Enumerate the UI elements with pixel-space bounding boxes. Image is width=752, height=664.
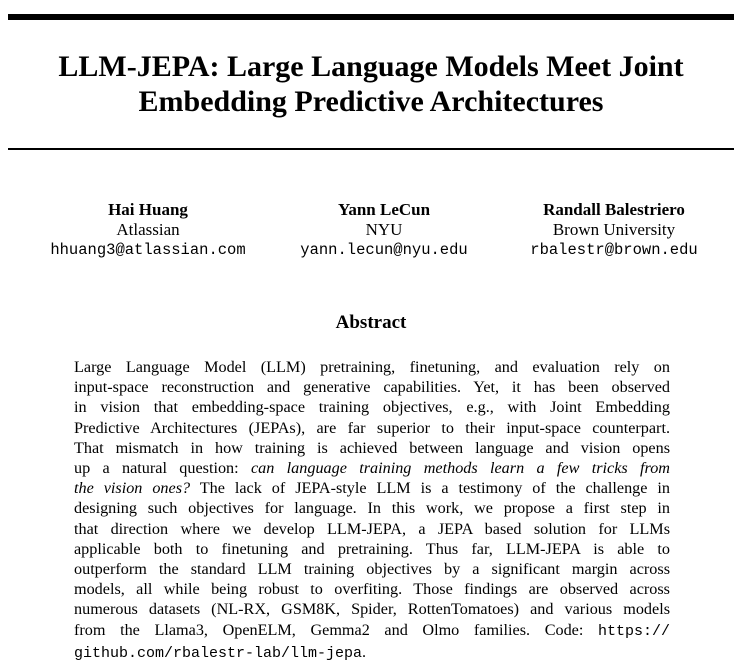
abstract-heading: Abstract	[335, 312, 407, 333]
author-email[interactable]: hhuang3@atlassian.com	[50, 241, 246, 259]
author-affiliation: NYU	[365, 220, 403, 239]
abstract-line: designing such objectives for language. In this work, we propose a first step in	[74, 499, 670, 518]
abstract-question: the vision ones?	[74, 479, 191, 498]
code-link[interactable]: github.com/rbalestr-lab/llm-jepa	[74, 644, 363, 662]
abstract-line: numerous datasets (NL-RX, GSM8K, Spider, RottenTomatoes) and various models	[74, 600, 670, 619]
author-affiliation: Atlassian	[116, 220, 180, 239]
abstract-line: applicable both to finetuning and pretraining. Thus far, LLM-JEPA is able to	[74, 539, 670, 558]
abstract-line: Large Language Model (LLM) pretraining, finetuning, and evaluation rely on	[74, 358, 670, 376]
abstract-text: up a natural question:	[74, 459, 251, 478]
abstract-line	[74, 478, 670, 498]
author-name: Randall Balestriero	[543, 200, 685, 219]
abstract-text: .	[362, 642, 367, 661]
abstract-line: That mismatch in how training is achieved between language and vision opens	[74, 438, 670, 457]
abstract-line: Predictive Architectures (JEPAs), are far superior to their input-space counterpart.	[74, 418, 670, 437]
abstract-question: can language training methods learn a few tricks from	[250, 459, 670, 478]
abstract-body	[74, 357, 670, 664]
abstract-line: input-space reconstruction and generative capabilities. Yet, it has been observed	[74, 378, 670, 397]
author-email[interactable]: yann.lecun@nyu.edu	[300, 241, 468, 259]
author-block	[266, 200, 502, 260]
abstract-text: The lack of JEPA-style LLM is a testimony of the challenge in	[190, 479, 670, 498]
bottom-rule	[8, 148, 734, 150]
abstract-line: outperform the standard LLM training objectives by a significant margin across	[74, 560, 670, 579]
author-email[interactable]: rbalestr@brown.edu	[530, 241, 698, 259]
abstract-line: in vision that embedding-space training objectives, e.g., with Joint Embedding	[74, 398, 670, 417]
abstract-text: from the Llama3, OpenELM, Gemma2 and Olmo families. Code:	[74, 620, 598, 639]
author-name: Yann LeCun	[337, 200, 431, 219]
paper-title	[8, 49, 734, 119]
abstract-line: models, all while being robust to overfiting. Those findings are observed across	[74, 580, 670, 599]
author-name: Hai Huang	[108, 200, 188, 219]
code-link[interactable]: https://	[597, 622, 670, 640]
title-line-2: Embedding Predictive Architectures	[138, 85, 604, 118]
abstract-line: that direction where we develop LLM-JEPA, a JEPA based solution for LLMs	[74, 519, 670, 538]
abstract-line	[74, 620, 670, 642]
author-affiliation: Brown University	[552, 220, 676, 239]
author-block	[496, 200, 732, 260]
title-line-1: LLM-JEPA: Large Language Models Meet Joint	[58, 50, 684, 83]
top-rule	[8, 14, 734, 20]
abstract-line	[74, 458, 670, 478]
author-block	[30, 200, 266, 260]
